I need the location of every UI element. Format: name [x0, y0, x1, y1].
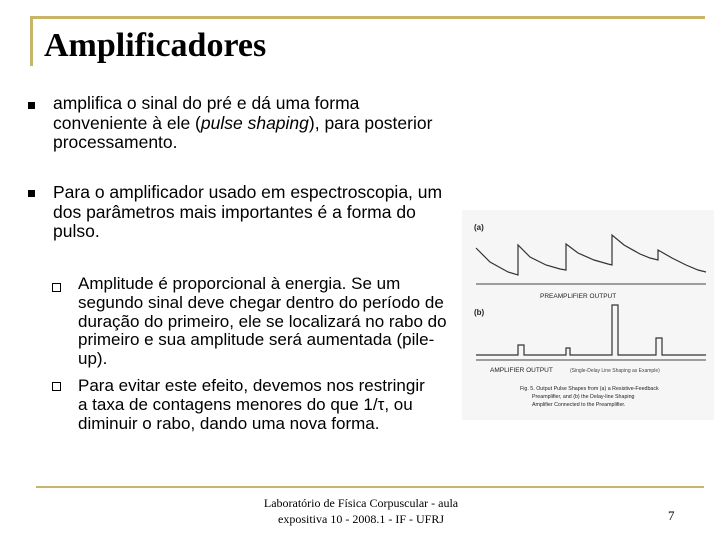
- footer-line-2: expositiva 10 - 2008.1 - IF - UFRJ: [278, 512, 444, 526]
- figure-label-b: (b): [474, 308, 485, 317]
- title-frame-left: [30, 16, 33, 66]
- figure-caption-line-3: Amplifier Connected to the Preamplifier.: [532, 402, 626, 408]
- footer-divider: [36, 486, 704, 488]
- footer-text: [236, 495, 486, 527]
- preamp-output-label: PREAMPLIFIER OUTPUT: [540, 293, 617, 300]
- subbullet-1: Amplitude é proporcional à energia. Se um segundo sinal deve chegar dentro do período de duração do primeiro, ele se localizará no rabo do primeiro e sua amplitude será aumentada (pile-up).: [78, 274, 447, 369]
- amplifier-output-label: AMPLIFIER OUTPUT: [490, 367, 553, 374]
- subbullet-2: Para evitar este efeito, devemos nos restringir a taxa de contagens menores do que 1/τ, ou diminuir o rabo, dando uma nova forma.: [78, 376, 425, 433]
- figure-caption-line-2: Preamplifier, and (b) the Delay-line Shaping: [532, 394, 635, 400]
- bullet-1-text-post: ), para posterior processamento.: [53, 112, 433, 152]
- amplifier-waveform: [476, 305, 706, 355]
- title-frame-top: [30, 16, 705, 19]
- amplifier-output-note: (Single-Delay Line Shaping as Example): [570, 368, 660, 374]
- subbullet-box-icon: [52, 382, 61, 391]
- subbullet-box-icon: [52, 283, 61, 292]
- figure-caption-line-1: Fig. 5. Output Pulse Shapes from (a) a Resistive-Feedback: [520, 386, 659, 392]
- bullet-square-icon: [28, 190, 35, 197]
- bullet-1-emphasis: pulse shaping: [200, 112, 309, 133]
- preamp-waveform: [476, 235, 706, 275]
- bullet-1-text-pre: amplifica o sinal do pré e dá uma forma conveniente à ele (: [53, 93, 360, 133]
- bullet-2: Para o amplificador usado em espectroscopia, um dos parâmetros mais importantes é a forma do pulso.: [53, 182, 443, 241]
- footer-line-1: Laboratório de Física Corpuscular - aula: [263, 496, 459, 510]
- figure-label-a: (a): [474, 223, 484, 232]
- slide-title: Amplificadores: [44, 27, 267, 64]
- bullet-square-icon: [28, 102, 35, 109]
- page-number: 7: [668, 508, 675, 523]
- pulse-shapes-figure: [462, 210, 714, 420]
- bullet-1: [53, 94, 438, 153]
- pulse-shapes-diagram: [462, 210, 714, 420]
